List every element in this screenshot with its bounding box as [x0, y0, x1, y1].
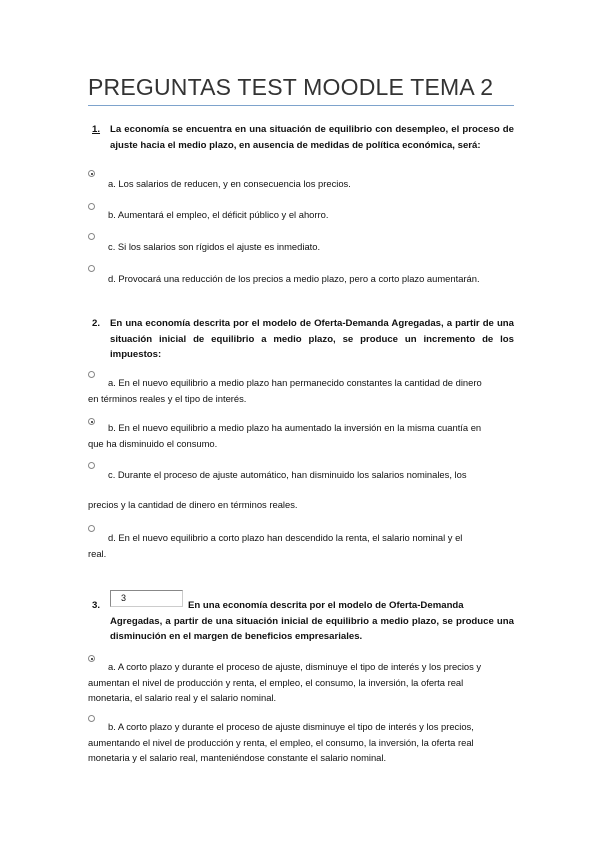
option-q2-b: b. En el nuevo equilibrio a medio plazo ha aumentado la inversión en la misma cuantía en que ha disminuido el consumo.: [88, 422, 482, 449]
answer-input-box[interactable]: 3: [110, 590, 183, 607]
question-3: [92, 598, 514, 645]
option-q1-c: c. Si los salarios son rígidos el ajuste es inmediato.: [108, 241, 321, 252]
option-q3-b: b. A corto plazo y durante el proceso de ajuste disminuye el tipo de interés y los precios, aumentando el nivel de producción y renta, el empleo, el consumo, la inversión, la oferta real monetaria y el salario real, manteniéndose constante el salario nominal.: [88, 721, 474, 763]
option-q2-a: a. En el nuevo equilibrio a medio plazo han permanecido constantes la cantidad de dinero en términos reales y el tipo de interés.: [88, 377, 482, 404]
option-q2-c: c. Durante el proceso de ajuste automático, han disminuido los salarios nominales, los precios y la cantidad de dinero en términos reales.: [88, 469, 467, 510]
radio-q1-c[interactable]: [88, 233, 95, 240]
question-text-first-line: En una economía descrita por el modelo de Oferta-Demanda: [188, 600, 464, 611]
question-number: 3.: [92, 600, 101, 611]
radio-q1-a[interactable]: [88, 170, 95, 177]
question-text: La economía se encuentra en una situación de equilibrio con desempleo, el proceso de ajuste hacia el medio plazo, en ausencia de medidas de política económica, será:: [110, 124, 514, 151]
question-text: Agregadas, a partir de una situación inicial de equilibrio a medio plazo, se produce una disminución en el margen de beneficios empresariales.: [110, 615, 514, 642]
radio-q1-b[interactable]: [88, 203, 95, 210]
option-q1-a: a. Los salarios de reducen, y en consecuencia los precios.: [108, 178, 351, 189]
document-title: PREGUNTAS TEST MOODLE TEMA 2: [88, 74, 494, 100]
option-q1-d: d. Provocará una reducción de los precios a medio plazo, pero a corto plazo aumentarán.: [108, 273, 480, 284]
option-q1-b: b. Aumentará el empleo, el déficit público y el ahorro.: [108, 209, 329, 220]
option-q3-a: a. A corto plazo y durante el proceso de ajuste, disminuye el tipo de interés y los precios y aumentan el nivel de producción y renta, el empleo, el consumo, la inversión, la oferta real monetaria, el salario real y el salario nominal.: [88, 661, 482, 703]
question-number: 2.: [92, 318, 101, 329]
title-underline: [88, 105, 514, 106]
option-q2-d: d. En el nuevo equilibrio a corto plazo han descendido la renta, el salario nominal y el real.: [88, 532, 463, 559]
question-1: [92, 122, 514, 153]
radio-q1-d[interactable]: [88, 265, 95, 272]
question-text: En una economía descrita por el modelo de Oferta-Demanda Agregadas, a partir de una situación inicial de equilibrio a medio plazo, se produce un incremento de los impuestos:: [110, 318, 514, 360]
question-number: 1.: [92, 124, 101, 135]
question-2: [92, 316, 514, 363]
